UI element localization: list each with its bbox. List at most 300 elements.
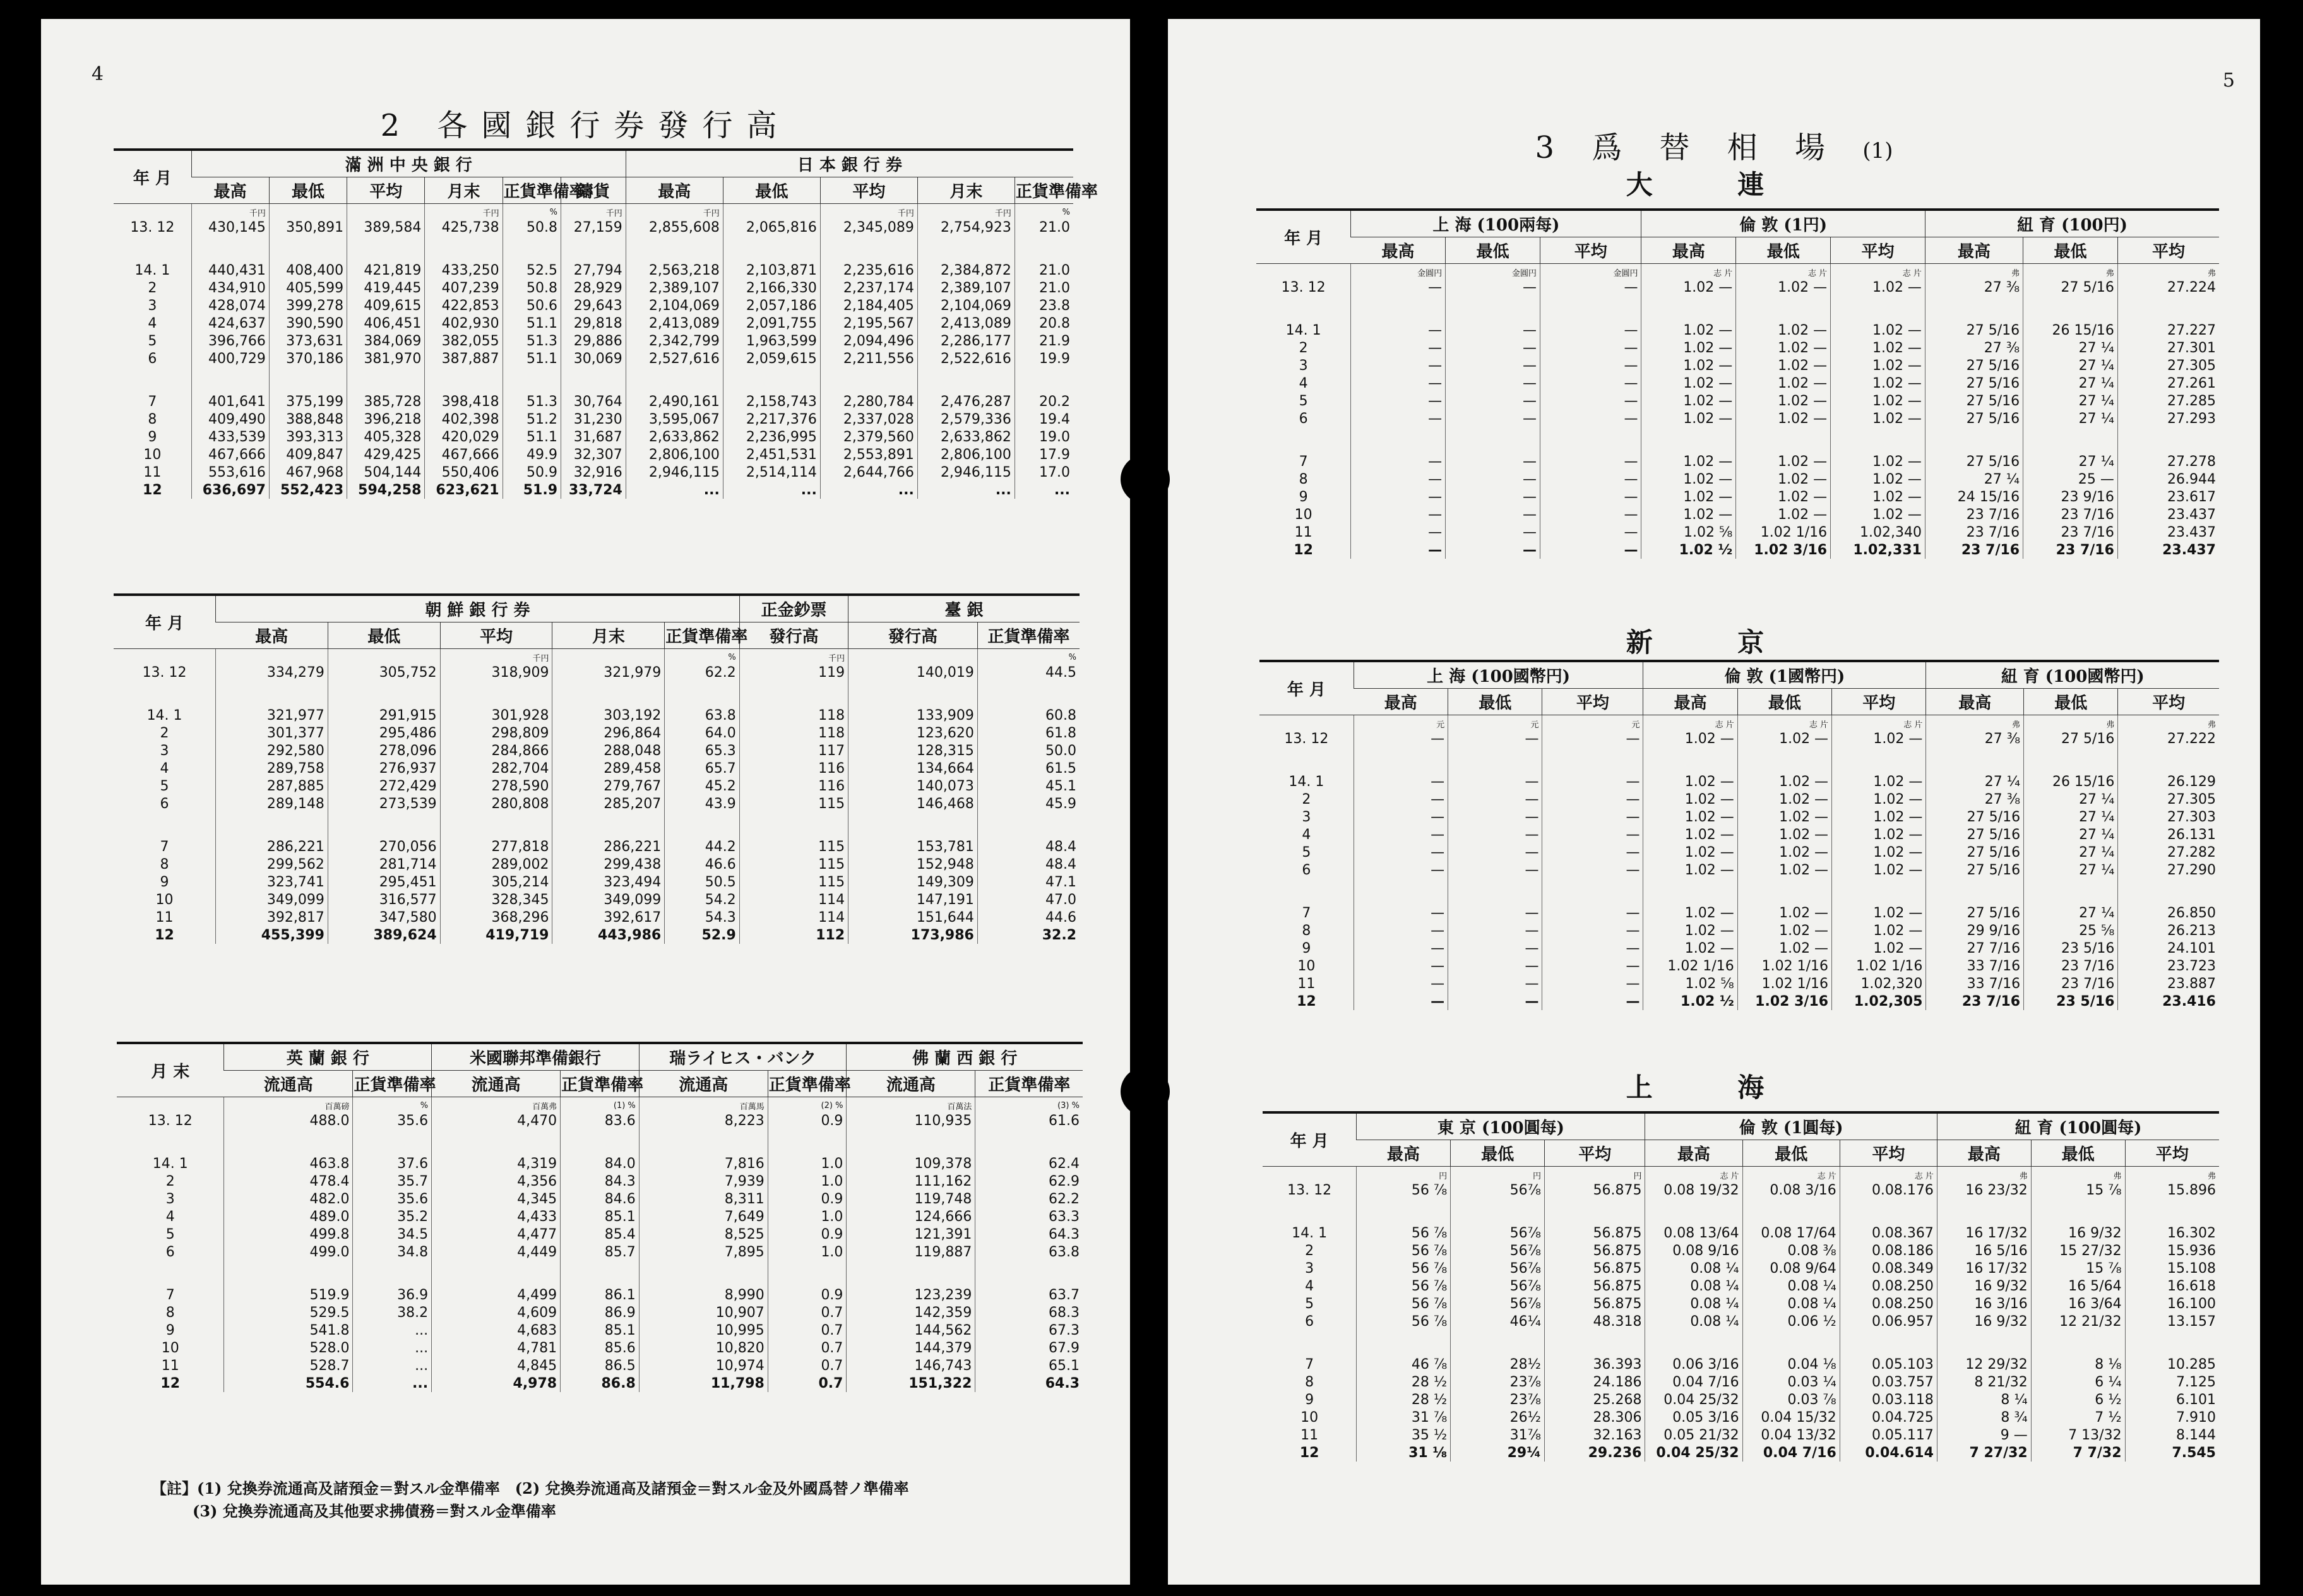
period-cell: 12 [1297,993,1316,1009]
table-row [1259,939,2219,957]
unit-cell: 金圓円 [1351,264,1446,279]
value-cell [1015,367,1073,393]
value-cell: 1.02 — [1832,790,1926,808]
value-cell: 1.02 — [1736,339,1831,357]
value-cell: 142,359 [847,1304,975,1321]
value-cell: 28½ [1451,1355,1545,1373]
value-cell: 56 ⅞ [1357,1295,1451,1313]
value-cell [1737,879,1831,904]
value-cell: — [1542,975,1643,992]
value-cell: 23 7/16 [2023,506,2118,523]
value-cell: 0.08 19/32 [1645,1181,1742,1199]
value-cell: 440,431 [191,261,269,279]
value-cell [2031,1330,2125,1355]
data-table [117,1042,1083,1392]
table-row [1263,1224,2219,1242]
value-cell: — [1448,904,1542,922]
section-title-shanghai: 上 海 [1626,1072,1802,1103]
value-cell: — [1354,904,1448,922]
unit-cell: % [353,1097,432,1112]
value-cell: 114 [739,891,848,908]
group-header: 佛 蘭 西 銀 行 [847,1043,1083,1071]
value-cell: — [1354,992,1448,1010]
value-cell: 1.02 — [1832,904,1926,922]
value-cell: 31 ⅛ [1357,1444,1451,1462]
value-cell: 429,425 [347,446,425,463]
period-cell: 12 [155,927,174,943]
value-cell: 0.04 13/32 [1742,1426,1840,1444]
value-cell: 56.875 [1544,1181,1645,1199]
value-cell: — [1446,392,1540,410]
table-row [1263,1313,2219,1330]
value-cell: 47.1 [977,873,1080,891]
value-cell [1542,747,1643,773]
value-cell: 61.5 [977,759,1080,777]
value-cell: 0.04 25/32 [1645,1444,1742,1462]
value-cell: 35.6 [353,1190,432,1208]
table-shanghai-exchange [1263,1111,2219,1462]
value-cell: 1.02 — [1736,374,1831,392]
value-cell [1831,296,1925,321]
value-cell: 10,974 [639,1357,768,1374]
table-row [114,428,1073,446]
period-cell [1256,427,1351,453]
value-cell: 27 ⅜ [1926,790,2024,808]
value-cell [723,236,820,261]
value-cell [1925,296,2023,321]
value-cell: 36.393 [1544,1355,1645,1373]
column-header: 最低 [1448,689,1542,715]
value-cell: 289,002 [440,855,552,873]
value-cell: — [1540,488,1641,506]
value-cell: 0.08 ¼ [1742,1295,1840,1313]
unit-cell: 元 [1542,715,1643,730]
left-page [41,19,1130,1585]
value-cell: 27 ¼ [2023,374,2118,392]
value-cell [626,367,723,393]
period-cell: 5 [160,778,169,794]
value-cell [2125,1199,2219,1224]
value-cell: — [1542,922,1643,939]
period-cell: 12 [1294,542,1313,558]
value-cell: 23 7/16 [2023,523,2118,541]
unit-cell [848,649,978,664]
title-suffix: (1) [1862,138,1893,164]
period-cell: 10 [1300,1409,1319,1426]
value-cell: 2,059,615 [723,350,820,367]
column-header: 流通高 [639,1071,768,1097]
value-cell: — [1540,321,1641,339]
value-cell: — [1540,453,1641,470]
table-row [1263,1330,2219,1355]
value-cell: 123,620 [848,724,978,742]
value-cell: 26.129 [2118,773,2219,790]
value-cell: 6 ½ [2031,1391,2125,1408]
value-cell: 2,946,115 [626,463,723,481]
value-cell: 27 ¼ [2024,790,2118,808]
value-cell: 0.08.176 [1840,1181,1937,1199]
value-cell: — [1446,523,1540,541]
period-cell: 8 [148,411,157,427]
value-cell: 85.4 [561,1225,640,1243]
table-row [114,332,1073,350]
table-row [1259,808,2219,826]
value-cell: 1.02 — [1737,904,1831,922]
period-cell: 2 [1305,1242,1314,1259]
period-cell [114,236,191,261]
column-header: 平均 [2125,1140,2219,1167]
value-cell: 401,641 [191,393,269,410]
value-cell: — [1446,506,1540,523]
value-cell: — [1351,392,1446,410]
value-cell: 115 [739,873,848,891]
value-cell: ... [626,481,723,499]
period-cell: 13. 12 [1287,1182,1332,1198]
table-row [1263,1277,2219,1295]
value-cell: — [1542,790,1643,808]
value-cell: 27 ¼ [2023,453,2118,470]
value-cell [1641,296,1736,321]
value-cell: 1.02 ½ [1643,992,1737,1010]
value-cell: 23 5/16 [2024,992,2118,1010]
value-cell: ... [353,1339,432,1357]
value-cell: 284,866 [440,742,552,759]
unit-cell: 弗 [1925,264,2023,279]
value-cell: 146,743 [847,1357,975,1374]
value-cell: 173,986 [848,926,978,944]
value-cell: 1.02 — [1643,861,1737,879]
value-cell: 2,195,567 [820,314,917,332]
table-row [1256,339,2219,357]
value-cell [1926,747,2024,773]
value-cell [503,236,561,261]
group-header: 正金鈔票 [739,595,848,622]
value-cell: 298,809 [440,724,552,742]
period-cell [114,367,191,393]
value-cell: 83.6 [561,1112,640,1129]
column-header: 最低 [328,622,440,649]
value-cell [1840,1330,1937,1355]
period-cell [1263,1330,1357,1355]
value-cell: 32,916 [561,463,626,481]
value-cell: 2,211,556 [820,350,917,367]
value-cell: 27,159 [561,218,626,236]
table-row [114,706,1080,724]
value-cell: 24 15/16 [1925,488,2023,506]
period-cell: 6 [1299,410,1308,427]
data-table [1259,660,2219,1010]
value-cell: 0.08 13/64 [1645,1224,1742,1242]
value-cell: 56⅞ [1451,1224,1545,1242]
data-table [1263,1111,2219,1462]
value-cell: 1.02 — [1641,506,1736,523]
value-cell: 7,816 [639,1155,768,1172]
value-cell [820,367,917,393]
period-cell: 13. 12 [1281,279,1326,295]
period-cell [114,813,216,838]
value-cell: 2,094,496 [820,332,917,350]
value-cell: 1.02 — [1831,488,1925,506]
table-row [117,1243,1083,1261]
value-cell: 334,279 [216,664,328,681]
value-cell: 289,458 [552,759,665,777]
table-row [1263,1260,2219,1277]
value-cell: 316,577 [328,891,440,908]
value-cell: 112 [739,926,848,944]
value-cell: 405,599 [269,279,347,297]
value-cell: 27.278 [2117,453,2219,470]
value-cell: 393,313 [269,428,347,446]
value-cell: 146,468 [848,795,978,813]
table-row [117,1304,1083,1321]
value-cell: 1.02,340 [1831,523,1925,541]
value-cell: 27.285 [2117,392,2219,410]
value-cell: 1.02 — [1643,843,1737,861]
value-cell: 30,069 [561,350,626,367]
group-header: 倫 敦 (1円) [1641,210,1925,237]
value-cell: 1.02 ⅝ [1643,975,1737,992]
value-cell: 2,104,069 [626,297,723,314]
table-row [117,1321,1083,1339]
value-cell: 27 ⅜ [1925,278,2023,296]
value-cell [224,1129,353,1155]
value-cell: 27.303 [2118,808,2219,826]
value-cell: — [1448,975,1542,992]
value-cell [2118,747,2219,773]
value-cell: 27 ⅜ [1925,339,2023,357]
value-cell [917,236,1015,261]
value-cell [1357,1199,1451,1224]
value-cell: 31,230 [561,410,626,428]
value-cell [723,367,820,393]
value-cell: 385,728 [347,393,425,410]
value-cell: 48.318 [1544,1313,1645,1330]
value-cell: 63.7 [975,1286,1083,1304]
value-cell: 4,319 [432,1155,561,1172]
value-cell: 392,617 [552,908,665,926]
value-cell: 7,895 [639,1243,768,1261]
value-cell: 86.9 [561,1304,640,1321]
value-cell [1351,296,1446,321]
value-cell: 0.05.117 [1840,1426,1937,1444]
value-cell: — [1354,861,1448,879]
value-cell [1540,296,1641,321]
value-cell: 8 21/32 [1937,1373,2031,1391]
value-cell: 7 7/32 [2031,1444,2125,1462]
value-cell: 1.02 — [1736,392,1831,410]
value-cell: 296,864 [552,724,665,742]
value-cell: 27,794 [561,261,626,279]
value-cell: 455,399 [216,926,328,944]
unit-cell [723,204,820,219]
period-cell [1256,296,1351,321]
value-cell: — [1351,523,1446,541]
unit-cell: 金圓円 [1446,264,1540,279]
unit-cell [269,204,347,219]
table-row [1259,826,2219,843]
value-cell: 29¼ [1451,1444,1545,1462]
value-cell: 387,887 [425,350,503,367]
column-header: 最高 [626,177,723,204]
unit-cell: % [1015,204,1073,219]
value-cell: 56.875 [1544,1277,1645,1295]
value-cell: 10.285 [2125,1355,2219,1373]
value-cell: 8.144 [2125,1426,2219,1444]
value-cell [847,1261,975,1286]
value-cell: 32.2 [977,926,1080,944]
value-cell: 1.02 1/16 [1832,957,1926,975]
value-cell: 34.8 [353,1243,432,1261]
value-cell: 56⅞ [1451,1242,1545,1260]
value-cell: 4,470 [432,1112,561,1129]
unit-cell: 弗 [1926,715,2024,730]
period-cell: 14. 1 [1285,322,1321,338]
value-cell: 291,915 [328,706,440,724]
group-header: 臺 銀 [848,595,1080,622]
value-cell: — [1446,278,1540,296]
value-cell [1925,427,2023,453]
value-cell: — [1354,826,1448,843]
value-cell: 409,615 [347,297,425,314]
value-cell: 433,250 [425,261,503,279]
value-cell: 36.9 [353,1286,432,1304]
value-cell: 2,806,100 [626,446,723,463]
value-cell: — [1351,453,1446,470]
value-cell: 46.6 [665,855,740,873]
value-cell [847,1129,975,1155]
column-header: 月末 [552,622,665,649]
value-cell: 0.05 3/16 [1645,1408,1742,1426]
period-cell: 9 [1302,940,1311,956]
value-cell: 1.02 — [1736,410,1831,427]
value-cell: — [1351,470,1446,488]
table-row [1256,392,2219,410]
value-cell: 288,048 [552,742,665,759]
value-cell: 24.101 [2118,939,2219,957]
value-cell: 23.437 [2117,506,2219,523]
value-cell: 2,103,871 [723,261,820,279]
value-cell: 62.4 [975,1155,1083,1172]
value-cell: 409,847 [269,446,347,463]
column-header: 最高 [1354,689,1448,715]
table-row [114,813,1080,838]
value-cell: 1.02 — [1641,321,1736,339]
value-cell [2023,296,2118,321]
period-cell: 11 [161,1357,179,1374]
value-cell: 2,389,107 [626,279,723,297]
unit-cell: 千円 [917,204,1015,219]
value-cell: — [1351,506,1446,523]
value-cell: 2,184,405 [820,297,917,314]
value-cell: 0.08 17/64 [1742,1224,1840,1242]
value-cell: 1.02 — [1641,374,1736,392]
value-cell: 123,239 [847,1286,975,1304]
value-cell: 68.3 [975,1304,1083,1321]
value-cell: 63.8 [665,706,740,724]
value-cell: 51.3 [503,393,561,410]
value-cell: 65.3 [665,742,740,759]
value-cell: 27 5/16 [1926,808,2024,826]
value-cell: 10,907 [639,1304,768,1321]
period-cell: 4 [148,315,157,331]
value-cell: 27 ¼ [2023,410,2118,427]
value-cell [1451,1330,1545,1355]
value-cell: 1.02 — [1831,278,1925,296]
value-cell: 27 ¼ [2024,808,2118,826]
value-cell: — [1351,541,1446,559]
value-cell [216,681,328,706]
value-cell: 425,738 [425,218,503,236]
period-cell: 11 [1300,1427,1319,1443]
table-row [117,1286,1083,1304]
value-cell [739,681,848,706]
value-cell: 15.936 [2125,1242,2219,1260]
value-cell: 2,579,336 [917,410,1015,428]
value-cell [1645,1199,1742,1224]
group-header: 紐 育 (100圓每) [1937,1112,2219,1140]
value-cell: 285,207 [552,795,665,813]
value-cell [1736,296,1831,321]
value-cell: 4,978 [432,1374,561,1392]
value-cell: 147,191 [848,891,978,908]
value-cell [561,1129,640,1155]
period-cell: 4 [1305,1278,1314,1294]
period-cell: 7 [165,1287,175,1303]
row-header-label: 年 月 [1259,661,1354,715]
value-cell: 1.02 — [1643,826,1737,843]
value-cell: 27.301 [2117,339,2219,357]
column-header: 流通高 [432,1071,561,1097]
unit-cell: (1) % [561,1097,640,1112]
period-cell: 8 [160,856,169,872]
value-cell: 15.896 [2125,1181,2219,1199]
value-cell: 84.0 [561,1155,640,1172]
value-cell: 478.4 [224,1172,353,1190]
value-cell: 46¼ [1451,1313,1545,1330]
column-header: 平均 [1832,689,1926,715]
column-header: 月末 [917,177,1015,204]
value-cell [1840,1199,1937,1224]
value-cell: 0.7 [768,1357,847,1374]
value-cell: 370,186 [269,350,347,367]
value-cell: 115 [739,855,848,873]
value-cell: 27.227 [2117,321,2219,339]
value-cell [425,367,503,393]
value-cell: 37.6 [353,1155,432,1172]
value-cell: 2,158,743 [723,393,820,410]
unit-cell: 弗 [2118,715,2219,730]
value-cell: 62.2 [975,1190,1083,1208]
period-cell: 5 [1299,393,1308,409]
value-cell: — [1446,357,1540,374]
period-cell: 12 [1299,1444,1319,1461]
table-row [1259,975,2219,992]
value-cell [440,813,552,838]
value-cell: 28 ½ [1357,1373,1451,1391]
value-cell: 0.04 25/32 [1645,1391,1742,1408]
value-cell: 4,356 [432,1172,561,1190]
period-cell: 10 [143,446,162,463]
table-row [1256,541,2219,559]
value-cell: 12 29/32 [1937,1355,2031,1373]
value-cell: 463.8 [224,1155,353,1172]
group-header: 紐 育 (100円) [1925,210,2219,237]
unit-cell [328,649,440,664]
period-cell: 14. 1 [146,707,182,724]
value-cell: 7 ½ [2031,1408,2125,1426]
table-row [1256,523,2219,541]
column-header: 正貨準備率 [977,622,1080,649]
